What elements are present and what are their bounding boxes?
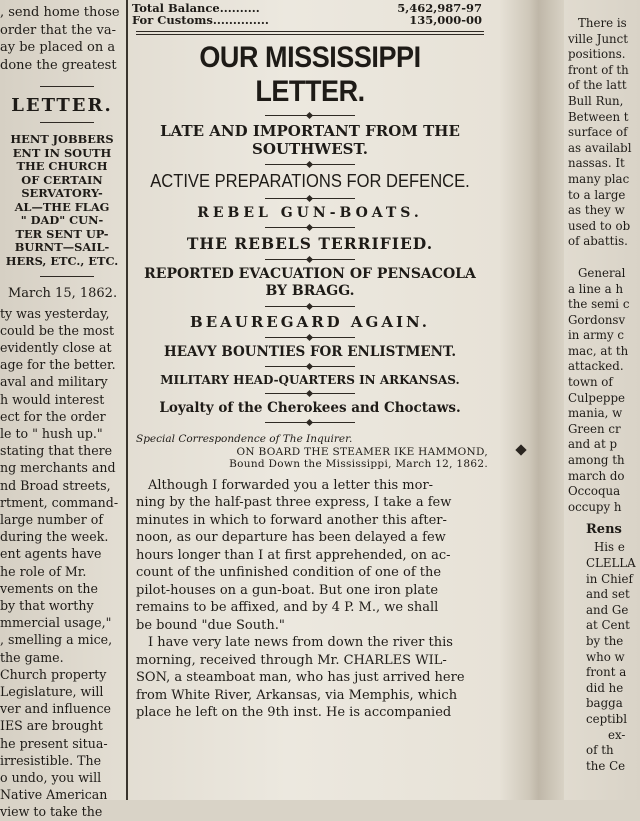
table-label: For Customs.............. — [132, 13, 269, 27]
table-rule — [136, 34, 484, 35]
deck-divider — [265, 227, 355, 228]
left-body-line: large number of — [0, 511, 104, 527]
left-caps-line: HERS, ETC., ETC. — [5, 253, 119, 268]
right-line: of the latt — [568, 78, 627, 93]
left-body-line: h would interest — [0, 391, 105, 407]
right-line: ceptibl — [586, 711, 627, 726]
right-line: and at p — [568, 437, 618, 452]
right-line: the semi c — [568, 297, 630, 312]
body-line: morning, received through Mr. CHARLES WIL- — [136, 652, 447, 668]
deck-heading: MILITARY HEAD-QUARTERS IN ARKANSAS. — [160, 373, 460, 387]
left-body-line: le to " hush up." — [0, 425, 103, 441]
left-body-line: by that worthy — [0, 597, 94, 613]
right-line: who w — [586, 649, 625, 664]
body-line: Although I forwarded you a letter this mor- — [148, 477, 434, 493]
right-line: many plac — [568, 171, 630, 186]
left-body-line: evidently close at — [0, 339, 112, 355]
left-body-line: aval and military — [0, 374, 108, 390]
left-caps-line: HENT JOBBERS — [10, 132, 114, 146]
right-line: CLELLA — [586, 556, 636, 570]
deck-heading: Loyalty of the Cherokees and Choctaws. — [159, 400, 461, 416]
left-body-line: could be the most — [0, 322, 115, 338]
right-line: at Cent — [586, 618, 630, 633]
right-column — [568, 0, 640, 800]
right-line: as they w — [568, 203, 625, 218]
right-line: nassas. It — [568, 156, 625, 171]
right-line: Green cr — [568, 421, 621, 436]
right-line: of abattis. — [568, 234, 628, 249]
left-body-line: irresistible. The — [0, 752, 102, 768]
deck-heading: HEAVY BOUNTIES FOR ENLISTMENT. — [163, 344, 457, 360]
table-row — [132, 14, 482, 26]
right-line: bagga — [586, 696, 623, 711]
left-body-line: Native American — [0, 787, 108, 803]
body-line: noon, as our departure has been delayed a few — [136, 530, 446, 545]
deck-heading: ACTIVE PREPARATIONS FOR DEFENCE. — [150, 171, 470, 191]
right-line: Between t — [568, 109, 629, 124]
right-subheading: Rens — [586, 522, 622, 538]
body-line: count of the unfinished condition of one of the — [136, 565, 442, 580]
deck-heading: BEAUREGARD AGAIN. — [190, 313, 430, 331]
right-line: surface of — [568, 125, 628, 140]
left-divider — [40, 122, 94, 123]
correspondence-credit: Special Correspondence of The Inquirer. — [136, 433, 353, 445]
center-column — [132, 0, 488, 800]
article-dateline — [132, 433, 488, 471]
body-line: hours longer than I at first apprehended, on ac- — [136, 547, 451, 563]
right-line: front of th — [568, 62, 629, 77]
right-line: in Chief — [586, 571, 633, 586]
right-line: among th — [568, 453, 625, 468]
right-line: of th — [586, 743, 614, 758]
left-body-line: nd Broad streets, — [0, 477, 111, 493]
dateline-date: Bound Down the Mississippi, March 12, 1862. — [229, 458, 488, 470]
right-line: attacked. — [568, 359, 624, 374]
left-body-line: o undo, you will — [0, 769, 102, 785]
right-line: mania, w — [568, 406, 623, 421]
dateline-vessel: ON BOARD THE STEAMER IKE HAMMOND, — [236, 445, 488, 458]
left-body-line: during the week. — [0, 529, 109, 545]
right-line: and set — [586, 587, 630, 602]
left-top-line: , send home those — [0, 5, 120, 20]
left-body-line: IES are brought — [0, 718, 103, 734]
deck-divider — [265, 337, 355, 338]
left-body-line: age for the better. — [0, 357, 116, 373]
right-line: General — [578, 265, 626, 280]
deck-divider — [265, 198, 355, 199]
left-top-line: done the greatest — [0, 57, 117, 73]
left-divider — [40, 86, 94, 87]
left-body-line: he present situa- — [0, 735, 108, 751]
left-caps-line: BURNT—SAIL- — [14, 240, 110, 254]
deck-heading: LATE AND IMPORTANT FROM THE SOUTHWEST. — [160, 122, 460, 158]
left-caps-line: OF CERTAIN — [21, 172, 103, 187]
right-line: by the — [586, 633, 624, 648]
table-value: 5,462,987-97 — [397, 1, 482, 15]
deck-divider — [265, 259, 355, 260]
deck-heading: REBEL GUN-BOATS. — [197, 205, 423, 221]
body-line: I have very late news from down the river this — [148, 635, 453, 650]
left-caps-line: " DAD" CUN- — [20, 213, 104, 227]
page-fold — [500, 0, 564, 800]
deck-heading: REPORTED EVACUATION OF PENSACOLA BY BRAGG. — [144, 266, 476, 299]
right-line: as availabl — [568, 140, 632, 155]
left-body-line: ent agents have — [0, 546, 102, 562]
left-body-line: vements on the — [0, 580, 98, 596]
left-body-line: , smelling a mice, — [0, 632, 113, 648]
right-line: the Ce — [586, 758, 626, 773]
deck-divider — [265, 422, 355, 423]
left-caps-line: THE CHURCH — [16, 159, 108, 173]
left-body-line: the game. — [0, 649, 64, 665]
deck-divider — [265, 306, 355, 307]
right-line: did he — [586, 680, 624, 695]
left-body-line: ect for the order — [0, 408, 106, 424]
right-line: Bull Run, — [568, 93, 624, 108]
left-caps-line: ENT IN SOUTH — [12, 145, 112, 160]
deck-divider — [265, 366, 355, 367]
right-line: occupy h — [568, 499, 622, 514]
left-body-line: ty was yesterday, — [0, 305, 110, 321]
right-line: front a — [586, 665, 627, 680]
left-top-line: ay be placed on a — [0, 40, 116, 55]
left-divider — [40, 276, 94, 277]
right-line: ex- — [608, 727, 626, 742]
main-headline: OUR MISSISSIPPI LETTER. — [199, 41, 421, 108]
table-label: Total Balance.......... — [132, 1, 260, 15]
body-line: place he left on the 9th inst. He is accompanied — [136, 705, 452, 720]
right-line: ville Junct — [568, 31, 628, 46]
left-dateline: March 15, 1862. — [8, 286, 118, 301]
right-line: in army c — [568, 328, 625, 343]
body-line: minutes in which to forward another this after- — [136, 512, 447, 528]
table-value: 135,000-00 — [409, 13, 482, 27]
left-body-line: ng merchants and — [0, 460, 116, 476]
left-body-line: stating that there — [0, 443, 113, 459]
right-line: There is — [578, 16, 627, 30]
left-body-line: view to take the — [0, 804, 103, 820]
body-line: ning by the half-past three express, I take a few — [136, 495, 452, 510]
left-column — [0, 0, 124, 820]
left-caps-line: TER SENT UP- — [15, 226, 109, 241]
right-line: positions. — [568, 47, 626, 62]
right-line: to a large — [568, 187, 626, 202]
right-line: mac, at th — [568, 343, 629, 358]
left-body-line: ver and influence — [0, 701, 111, 717]
deck-divider — [265, 164, 355, 165]
left-caps-line: SERVATORY- — [21, 186, 103, 200]
column-rule — [126, 0, 128, 800]
left-body-line: Legislature, will — [0, 683, 104, 699]
body-line: SON, a steamboat man, who has just arrived here — [136, 670, 465, 685]
right-line: His e — [594, 540, 625, 555]
right-line: Occoqua — [568, 484, 621, 499]
body-line: pilot-houses on a gun-boat. But one iron plate — [136, 582, 439, 598]
deck-divider — [265, 393, 355, 394]
right-line: used to ob — [568, 218, 631, 233]
deck-divider — [265, 115, 355, 116]
right-line: town of — [568, 375, 613, 390]
body-line: be bound "due South." — [136, 617, 285, 633]
right-line: and Ge — [586, 602, 629, 617]
body-line: from White River, Arkansas, via Memphis, which — [136, 687, 458, 703]
table-rule — [136, 31, 484, 32]
deck-heading: THE REBELS TERRIFIED. — [186, 234, 434, 253]
left-caps-line: AL—THE FLAG — [14, 199, 110, 214]
right-line: a line a h — [568, 281, 624, 296]
right-line: Gordonsv — [568, 312, 626, 327]
body-line: remains to be affixed, and by 4 P. M., we shall — [136, 600, 439, 615]
left-body-line: rtment, command- — [0, 494, 119, 510]
right-line: march do — [568, 468, 625, 483]
left-body-line: mmercial usage," — [0, 615, 112, 631]
left-top-line: order that the va- — [0, 22, 117, 38]
left-heading: LETTER. — [11, 95, 113, 116]
right-line: Culpeppe — [568, 390, 626, 405]
left-body-line: Church property — [0, 666, 107, 682]
left-body-line: he role of Mr. — [0, 563, 87, 579]
